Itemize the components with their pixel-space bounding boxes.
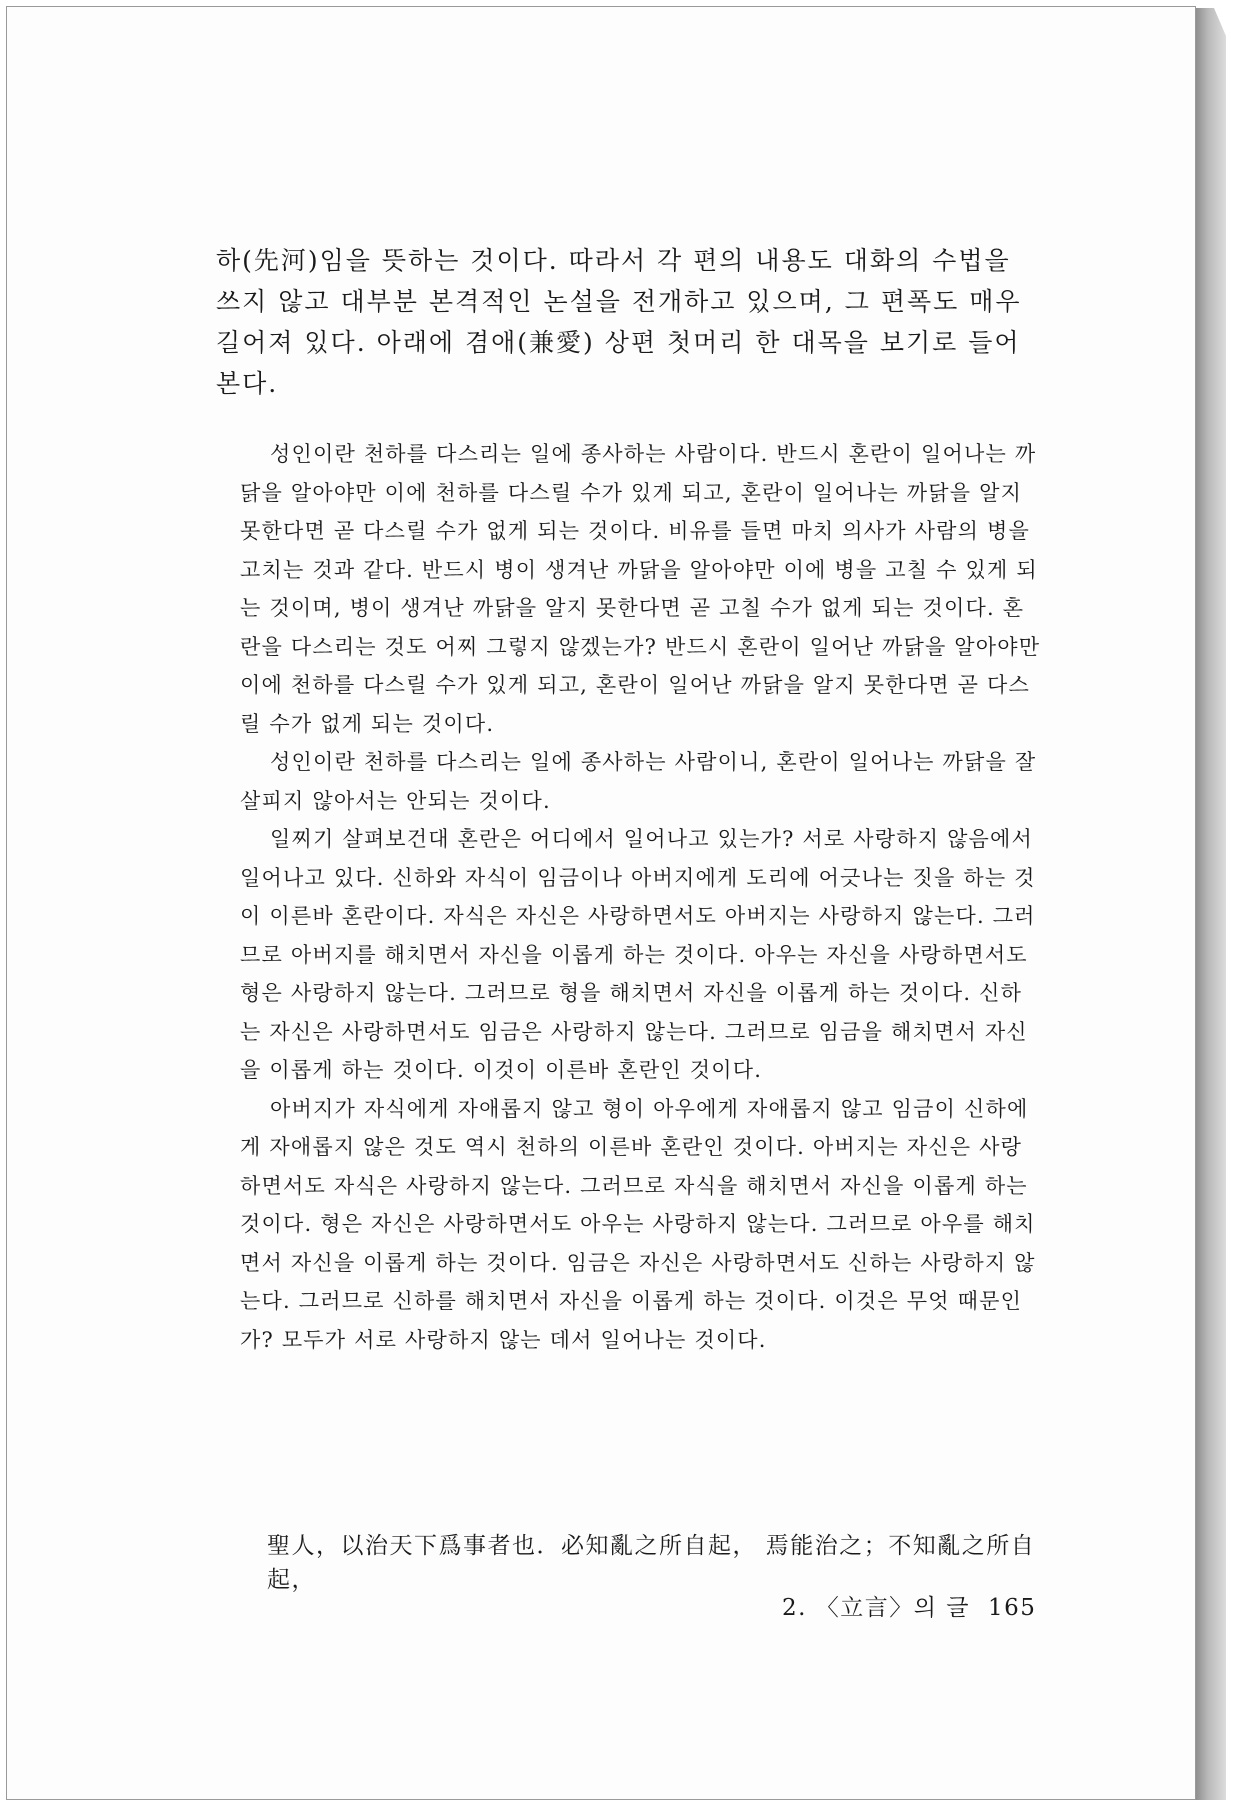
classical-chinese-text: 聖人，以治天下爲事者也．必知亂之所自起， 焉能治之；不知亂之所自起， [267,1533,1036,1593]
quotation-block [240,435,1042,1359]
page-number: 165 [988,1595,1037,1621]
quote-paragraph-4: 아버지가 자식에게 자애롭지 않고 형이 아우에게 자애롭지 않고 임금이 신하에게 자애롭지 않은 것도 역시 천하의 이른바 혼란인 것이다. 아버지는 자신은 사랑하면서도 자식은 사랑하지 않는다. 그러므로 자식을 해치면서 자신을 이롭게 하는 것이다. 형은 자신은 사랑하면서도 아우는 사랑하지 않는다. 그러므로 아우를 해치면서 자신을 이롭게 하는 것이다. 임금은 자신은 사랑하면서도 신하는 사랑하지 않는다. 그러므로 신하를 해치면서 자신을 이롭게 하는 것이다. 이것은 무엇 때문인가? 모두가 서로 사랑하지 않는 데서 일어나는 것이다. [240,1096,1036,1352]
intro-paragraph: 하(先河)임을 뜻하는 것이다. 따라서 각 편의 내용도 대화의 수법을 쓰지 않고 대부분 본격적인 논설을 전개하고 있으며, 그 편폭도 매우 길어져 있다. 아래에 겸애(兼愛) 상편 첫머리 한 대목을 보기로 들어 본다. [216,246,1022,398]
page-footer [782,1589,1036,1622]
quote-paragraph-3: 일찌기 살펴보건대 혼란은 어디에서 일어나고 있는가? 서로 사랑하지 않음에서 일어나고 있다. 신하와 자식이 임금이나 아버지에게 도리에 어긋나는 짓을 하는 것이 이른바 혼란이다. 자식은 자신은 사랑하면서도 아버지는 사랑하지 않는다. 그러므로 아버지를 해치면서 자신을 이롭게 하는 것이다. 아우는 자신을 사랑하면서도 형은 사랑하지 않는다. 그러므로 형을 해치면서 자신을 이롭게 하는 것이다. 신하는 자신은 사랑하면서도 임금은 사랑하지 않는다. 그러므로 임금을 해치면서 자신을 이롭게 하는 것이다. 이것이 이른바 혼란인 것이다. [240,827,1036,1082]
chapter-title: 2. 〈立言〉의 글 [782,1595,971,1621]
book-page [6,6,1196,1800]
intro-paragraph-block [216,240,1037,404]
quote-paragraph-1: 성인이란 천하를 다스리는 일에 종사하는 사람이다. 반드시 혼란이 일어나는 까닭을 알아야만 이에 천하를 다스릴 수가 있게 되고, 혼란이 일어나는 까닭을 알지 못한다면 곧 다스릴 수가 없게 되는 것이다. 비유를 들면 마치 의사가 사람의 병을 고치는 것과 같다. 반드시 병이 생겨난 까닭을 알아야만 이에 병을 고칠 수 있게 되는 것이며, 병이 생겨난 까닭을 알지 못한다면 곧 고칠 수가 없게 되는 것이다. 혼란을 다스리는 것도 어찌 그렇지 않겠는가? 반드시 혼란이 일어난 까닭을 알아야만 이에 천하를 다스릴 수가 있게 되고, 혼란이 일어난 까닭을 알지 못한다면 곧 다스릴 수가 없게 되는 것이다. [240,442,1041,736]
quote-paragraph-2: 성인이란 천하를 다스리는 일에 종사하는 사람이니, 혼란이 일어나는 까닭을 잘 살피지 않아서는 안되는 것이다. [240,750,1037,813]
page-edge-shadow [1196,8,1226,1800]
